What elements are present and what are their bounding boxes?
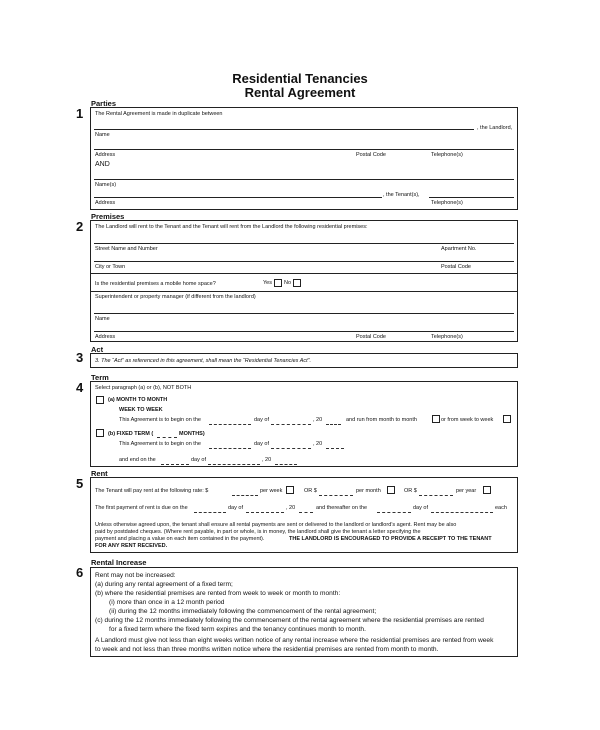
parties-intro: The Rental Agreement is made in duplicate between xyxy=(95,111,223,117)
no-checkbox[interactable] xyxy=(293,279,301,287)
section-label-premises: Premises xyxy=(91,212,125,221)
each-text: each xyxy=(495,505,507,511)
tenant-address-label: Address xyxy=(95,200,116,206)
term-a-month-field[interactable] xyxy=(271,424,311,425)
increase-line-5: (ii) during the 12 months immediately following the commencement of the rental agreement; xyxy=(109,608,377,615)
city-line[interactable] xyxy=(94,261,514,262)
tenant-address-line[interactable] xyxy=(94,197,382,198)
term-end-month-field[interactable] xyxy=(208,464,260,465)
no-label: No xyxy=(284,280,292,286)
section-number-6: 6 xyxy=(76,565,84,580)
term-end-day-field[interactable] xyxy=(161,464,189,465)
term-b-begin-day-field[interactable] xyxy=(209,448,251,449)
rent-paragraph-line1: Unless otherwise agreed upon, the tenant shall ensure all rental payments are sent or delivered to the landlord or landlord’s agent. Rent may be also xyxy=(95,522,457,528)
city-label: City or Town xyxy=(95,264,126,270)
first-payment-day-field[interactable] xyxy=(194,512,226,513)
term-select-text: Select paragraph (a) or (b), NOT BOTH xyxy=(95,385,192,391)
section-label-term: Term xyxy=(91,373,109,382)
first-payment-month-field[interactable] xyxy=(246,512,284,513)
first-payment-year-field[interactable] xyxy=(299,512,313,513)
increase-line-8: A Landlord must give not less than eight weeks written notice of any rental increase where the residential premises are rented from week xyxy=(95,637,494,644)
rent-box xyxy=(90,477,518,553)
term-b-year-field[interactable] xyxy=(326,448,344,449)
act-text: 3. The “Act” as referenced in this agreement, shall mean the “Residential Tenancies Act”. xyxy=(95,358,312,364)
term-a-begin-text: This Agreement is to begin on the xyxy=(119,417,201,423)
term-a-year-field[interactable] xyxy=(326,424,341,425)
rent-or-2: OR $ xyxy=(404,488,417,494)
section-number-3: 3 xyxy=(76,350,84,365)
super-postal-label: Postal Code xyxy=(356,334,386,340)
section-label-parties: Parties xyxy=(91,99,117,108)
first-payment-dayof: day of xyxy=(228,505,243,511)
section-number-5: 5 xyxy=(76,476,84,491)
apartment-label: Apartment No. xyxy=(441,246,477,252)
increase-line-4: (i) more than once in a 12 month period xyxy=(109,599,225,606)
per-month-checkbox[interactable] xyxy=(387,486,395,494)
term-end-year-prefix: , 20 xyxy=(262,457,272,463)
premises-postal-label: Postal Code xyxy=(441,264,471,270)
first-payment-text: The first payment of rent is due on the xyxy=(95,505,188,511)
super-address-label: Address xyxy=(95,334,116,340)
receipt-notice-line1: THE LANDLORD IS ENCOURAGED TO PROVIDE A RECEIPT TO THE TENANT xyxy=(289,536,492,542)
landlord-address-line[interactable] xyxy=(94,149,514,150)
section-number-1: 1 xyxy=(76,106,84,121)
increase-line-7: for a fixed term where the fixed term expires and the tenancy continues month to month. xyxy=(109,626,366,633)
form-title-line1: Residential Tenancies xyxy=(232,71,368,86)
term-end-dayof-text: day of xyxy=(191,457,206,463)
yes-label: Yes xyxy=(263,280,272,286)
per-week-checkbox[interactable] xyxy=(286,486,294,494)
run-week-to-week-text: or from week to week xyxy=(441,417,494,423)
super-address-line[interactable] xyxy=(94,331,514,332)
tenant-telephone-line[interactable] xyxy=(429,197,514,198)
run-week-to-week-checkbox[interactable] xyxy=(503,415,511,423)
thereafter-day-field[interactable] xyxy=(377,512,411,513)
rent-per-week-amount[interactable] xyxy=(232,495,258,496)
landlord-role-text: , the Landlord, xyxy=(477,125,513,131)
term-b-dayof-text: day of xyxy=(254,441,269,447)
rental-increase-box xyxy=(90,567,518,657)
premises-intro: The Landlord will rent to the Tenant and the Tenant will rent from the Landlord the following residential premises: xyxy=(95,224,368,230)
super-name-label: Name xyxy=(95,316,110,322)
per-year-label: per year xyxy=(456,488,477,494)
section-label-rental-increase: Rental Increase xyxy=(91,558,147,567)
rent-rate-text: The Tenant will pay rent at the following rate: $ xyxy=(95,488,209,494)
fixed-term-label: (b) FIXED TERM ( xyxy=(108,431,154,437)
and-text: AND xyxy=(95,161,110,168)
section-label-rent: Rent xyxy=(91,469,108,478)
super-name-line[interactable] xyxy=(94,313,514,314)
receipt-notice-line2: FOR ANY RENT RECEIVED. xyxy=(95,543,168,549)
term-end-text: and end on the xyxy=(119,457,156,463)
per-month-label: per month xyxy=(356,488,381,494)
term-b-year-prefix: , 20 xyxy=(313,441,323,447)
rent-per-year-amount[interactable] xyxy=(419,495,453,496)
first-payment-year-prefix: , 20 xyxy=(286,505,296,511)
per-week-label: per week xyxy=(260,488,283,494)
term-a-begin-day-field[interactable] xyxy=(209,424,251,425)
increase-line-2: (a) during any rental agreement of a fixed term; xyxy=(95,581,233,588)
rent-paragraph-line2: paid by postdated cheques. (Where rent payable, in part or whole, is in money, the landlord shall give the tenant a letter specifying the xyxy=(95,529,421,535)
run-month-to-month-text: and run from month to month xyxy=(346,417,417,423)
act-box xyxy=(90,353,518,368)
fixed-term-months-label: MONTHS) xyxy=(179,431,205,437)
per-year-checkbox[interactable] xyxy=(483,486,491,494)
rent-paragraph-line3: payment and placing a value on each item contained in the payment). xyxy=(95,536,265,542)
street-line[interactable] xyxy=(94,243,514,244)
thereafter-text: and thereafter on the xyxy=(316,505,368,511)
landlord-postal-label: Postal Code xyxy=(356,152,386,158)
form-title-line2: Rental Agreement xyxy=(244,85,356,100)
fixed-term-months-field[interactable] xyxy=(157,437,177,438)
street-label: Street Name and Number xyxy=(95,246,158,252)
landlord-name-line[interactable] xyxy=(94,129,474,130)
term-box xyxy=(90,381,518,467)
tenant-telephone-label: Telephone(s) xyxy=(431,200,463,206)
run-month-to-month-checkbox[interactable] xyxy=(432,415,440,423)
super-telephone-label: Telephone(s) xyxy=(431,334,463,340)
tenant-name-label: Name(s) xyxy=(95,182,117,188)
increase-line-9: to week and not less than three months written notice where the residential premises are rented from month to month. xyxy=(95,646,439,653)
tenant-role-text: , the Tenant(s), xyxy=(383,192,420,198)
yes-checkbox[interactable] xyxy=(274,279,282,287)
term-a-dayof-text: day of xyxy=(254,417,269,423)
landlord-name-label: Name xyxy=(95,132,110,138)
term-b-begin-text: This Agreement is to begin on the xyxy=(119,441,201,447)
term-a-year-prefix: , 20 xyxy=(313,417,323,423)
term-end-year-field[interactable] xyxy=(275,464,297,465)
fixed-term-checkbox[interactable] xyxy=(96,429,104,437)
superintendent-label: Superintendent or property manager (if different from the landlord) xyxy=(95,294,256,300)
premises-divider-2 xyxy=(91,291,517,292)
rent-per-month-amount[interactable] xyxy=(319,495,353,496)
section-label-act: Act xyxy=(91,345,104,354)
month-to-month-checkbox[interactable] xyxy=(96,396,104,404)
thereafter-dayof: day of xyxy=(413,505,428,511)
month-to-month-label: (a) MONTH TO MONTH xyxy=(108,397,168,403)
premises-box xyxy=(90,220,518,342)
parties-box xyxy=(90,107,518,210)
landlord-telephone-label: Telephone(s) xyxy=(431,152,463,158)
increase-line-3: (b) where the residential premises are rented from week to week or month to month: xyxy=(95,590,341,597)
landlord-address-label: Address xyxy=(95,152,116,158)
increase-line-6: (c) during the 12 months immediately following the commencement of the rental agreement where the residential premises are rented xyxy=(95,617,484,624)
increase-line-1: Rent may not be increased: xyxy=(95,572,176,579)
premises-divider-1 xyxy=(91,273,517,274)
mobile-home-question: Is the residential premises a mobile home space? xyxy=(95,281,216,287)
term-b-month-field[interactable] xyxy=(271,448,311,449)
section-number-4: 4 xyxy=(76,380,84,395)
section-number-2: 2 xyxy=(76,219,84,234)
rent-or-1: OR $ xyxy=(304,488,317,494)
tenant-name-line[interactable] xyxy=(94,179,514,180)
week-to-week-label: WEEK TO WEEK xyxy=(119,407,163,413)
thereafter-month-field[interactable] xyxy=(431,512,493,513)
